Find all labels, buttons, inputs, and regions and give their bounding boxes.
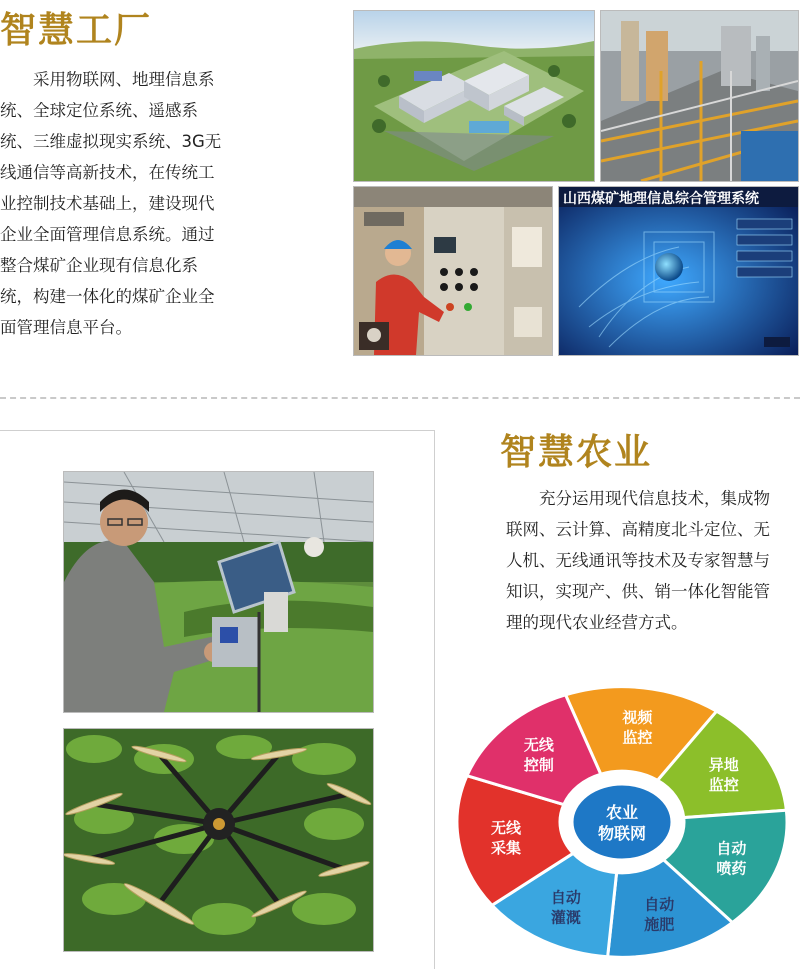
wheel-center-line: 物联网 xyxy=(597,824,647,843)
agricultural-drone-photo xyxy=(63,728,374,952)
factory-paragraph xyxy=(0,64,240,343)
agriculture-line: 充分运用现代信息技术，集成物 xyxy=(506,489,770,508)
factory-line: 面管理信息平台。 xyxy=(0,318,132,337)
industrial-plant-photo xyxy=(600,10,799,182)
factory-line: 线通信等高新技术，在传统工 xyxy=(0,163,215,182)
wheel-segment-label: 无线 xyxy=(490,819,521,838)
wheel-segment-label: 自动 xyxy=(550,888,581,907)
agriculture-line: 人机、无线通讯等技术及专家智慧与 xyxy=(506,551,770,570)
factory-line: 企业全面管理信息系统。通过 xyxy=(0,225,215,244)
factory-line: 统、三维虚拟现实系统、3G无 xyxy=(0,132,222,151)
factory-line: 统，构建一体化的煤矿企业全 xyxy=(0,287,215,306)
gis-system-screen xyxy=(558,186,799,356)
greenhouse-sensor-photo xyxy=(63,471,374,713)
wheel-segment-label: 异地 xyxy=(708,755,739,774)
agriculture-line: 知识，实现产、供、销一体化智能管 xyxy=(506,582,770,601)
wheel-segment-label: 喷药 xyxy=(716,859,747,878)
agriculture-paragraph xyxy=(506,483,796,638)
wheel-segment-label: 无线 xyxy=(523,735,554,754)
wheel-segment-label: 视频 xyxy=(622,708,653,727)
section-divider xyxy=(0,397,800,399)
gis-screen-title: 山西煤矿地理信息综合管理系统 xyxy=(563,191,759,207)
wheel-segment-label: 灌溉 xyxy=(550,908,581,927)
factory-heading: 智慧工厂 xyxy=(0,10,153,51)
wheel-segment-label: 自动 xyxy=(644,895,675,914)
wheel-center-line: 农业 xyxy=(605,803,639,822)
factory-line: 统、全球定位系统、遥感系 xyxy=(0,101,198,120)
wheel-segment-label: 监控 xyxy=(622,728,653,747)
factory-line: 业控制技术基础上，建设现代 xyxy=(0,194,215,213)
agriculture-line: 理的现代农业经营方式。 xyxy=(506,613,688,632)
control-room-photo xyxy=(353,186,553,356)
wheel-segment-label: 控制 xyxy=(523,755,554,774)
iot-wheel-diagram xyxy=(450,672,795,962)
agriculture-line: 联网、云计算、高精度北斗定位、无 xyxy=(506,520,770,539)
factory-aerial-photo xyxy=(353,10,595,182)
factory-line: 采用物联网、地理信息系 xyxy=(0,70,215,89)
wheel-segment-label: 监控 xyxy=(708,775,739,794)
wheel-segment-label: 采集 xyxy=(490,839,521,858)
wheel-segment-label: 施肥 xyxy=(644,915,675,934)
wheel-segment-label: 自动 xyxy=(716,839,747,858)
factory-line: 整合煤矿企业现有信息化系 xyxy=(0,256,198,275)
agriculture-heading: 智慧农业 xyxy=(500,432,653,473)
wheel-center xyxy=(572,784,672,860)
